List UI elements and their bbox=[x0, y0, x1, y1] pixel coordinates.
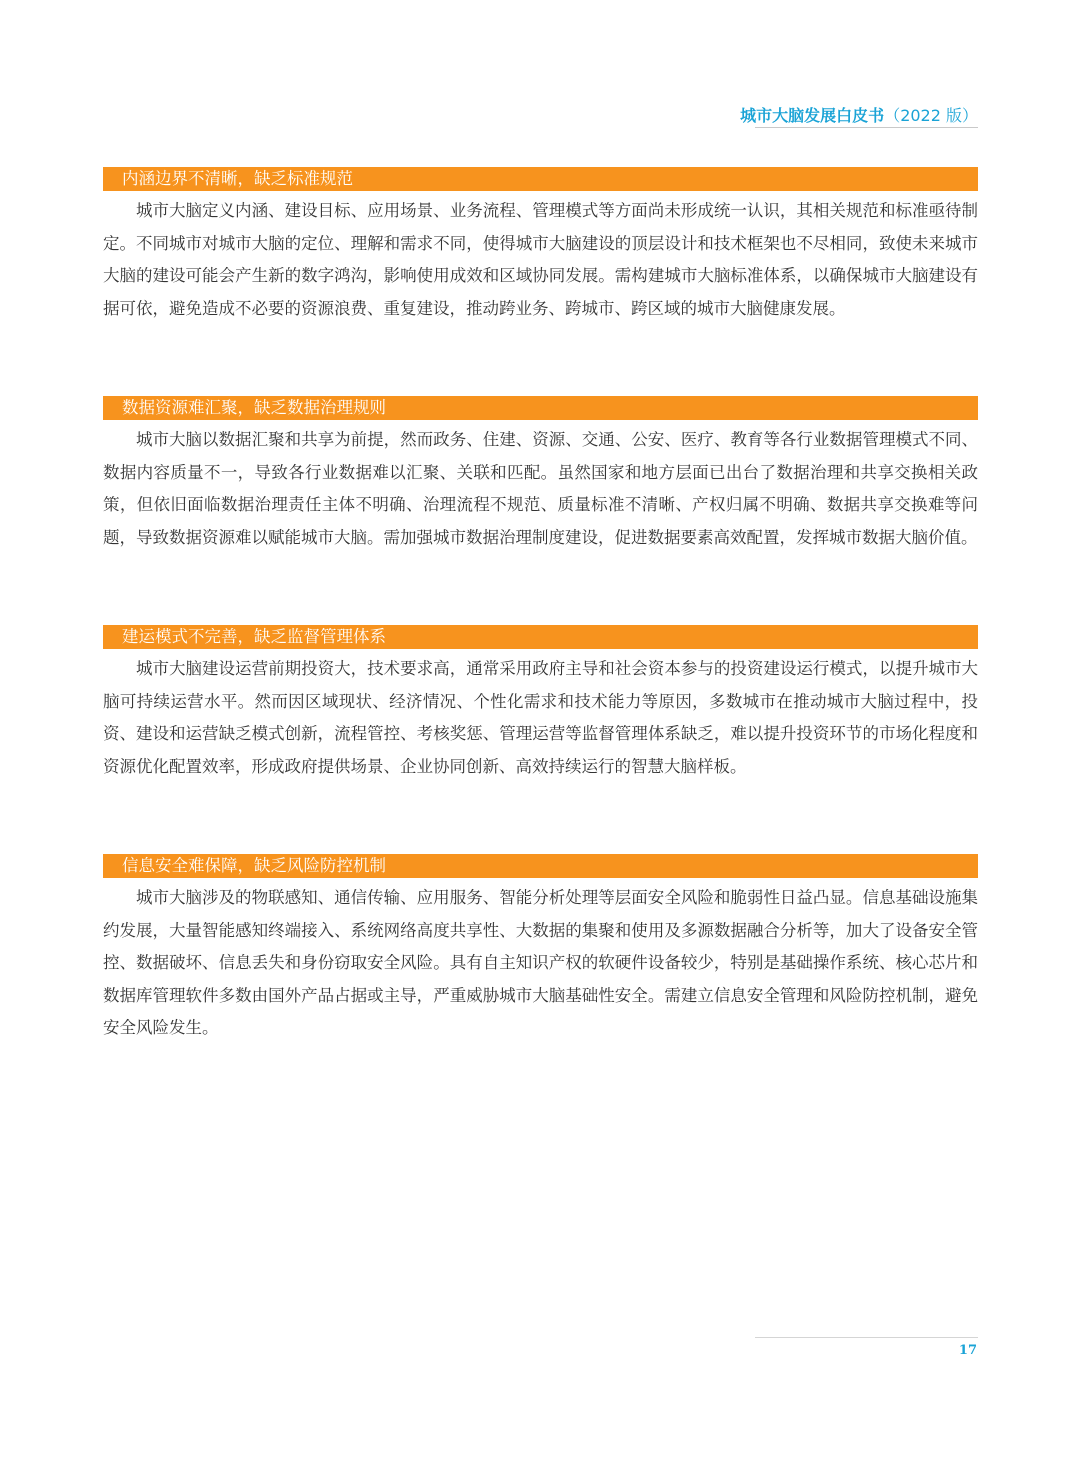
section-standards bbox=[103, 167, 978, 325]
section-operation-model bbox=[103, 625, 978, 783]
document-title: 城市大脑发展白皮书 bbox=[740, 106, 885, 125]
header-divider bbox=[755, 127, 978, 128]
section-paragraph: 城市大脑定义内涵、建设目标、应用场景、业务流程、管理模式等方面尚未形成统一认识，其相关规范和标准亟待制定。不同城市对城市大脑的定位、理解和需求不同，使得城市大脑建设的顶层设计和技术框架也不尽相同，致使未来城市大脑的建设可能会产生新的数字鸿沟，影响使用成效和区域协同发展。需构建城市大脑标准体系，以确保城市大脑建设有据可依，避免造成不必要的资源浪费、重复建设，推动跨业务、跨城市、跨区域的城市大脑健康发展。 bbox=[103, 201, 978, 318]
section-paragraph: 城市大脑涉及的物联感知、通信传输、应用服务、智能分析处理等层面安全风险和脆弱性日益凸显。信息基础设施集约发展，大量智能感知终端接入、系统网络高度共享性、大数据的集聚和使用及多源数据融合分析等，加大了设备安全管控、数据破坏、信息丢失和身份窃取安全风险。具有自主知识产权的软硬件设备较少，特别是基础操作系统、核心芯片和数据库管理软件多数由国外产品占据或主导，严重威胁城市大脑基础性安全。需建立信息安全管理和风险防控机制，避免安全风险发生。 bbox=[103, 888, 978, 1038]
section-data-governance bbox=[103, 396, 978, 554]
section-paragraph: 城市大脑以数据汇聚和共享为前提，然而政务、住建、资源、交通、公安、医疗、教育等各行业数据管理模式不同、数据内容质量不一，导致各行业数据难以汇聚、关联和匹配。虽然国家和地方层面已出台了数据治理和共享交换相关政策，但依旧面临数据治理责任主体不明确、治理流程不规范、质量标准不清晰、产权归属不明确、数据共享交换难等问题，导致数据资源难以赋能城市大脑。需加强城市数据治理制度建设，促进数据要素高效配置，发挥城市数据大脑价值。 bbox=[103, 430, 978, 547]
section-paragraph: 城市大脑建设运营前期投资大，技术要求高，通常采用政府主导和社会资本参与的投资建设运行模式，以提升城市大脑可持续运营水平。然而因区域现状、经济情况、个性化需求和技术能力等原因，多数城市在推动城市大脑过程中，投资、建设和运营缺乏模式创新，流程管控、考核奖惩、管理运营等监督管理体系缺乏，难以提升投资环节的市场化程度和资源优化配置效率，形成政府提供场景、企业协同创新、高效持续运行的智慧大脑样板。 bbox=[103, 659, 978, 776]
section-information-security bbox=[103, 854, 978, 1045]
footer-divider bbox=[755, 1337, 978, 1338]
page-number: 17 bbox=[958, 1343, 977, 1358]
section-heading: 数据资源难汇聚，缺乏数据治理规则 bbox=[103, 396, 978, 420]
section-heading: 内涵边界不清晰，缺乏标准规范 bbox=[103, 167, 978, 191]
running-header bbox=[740, 103, 978, 126]
section-heading: 信息安全难保障，缺乏风险防控机制 bbox=[103, 854, 978, 878]
document-edition: （2022 版） bbox=[884, 106, 978, 125]
section-heading: 建运模式不完善，缺乏监督管理体系 bbox=[103, 625, 978, 649]
